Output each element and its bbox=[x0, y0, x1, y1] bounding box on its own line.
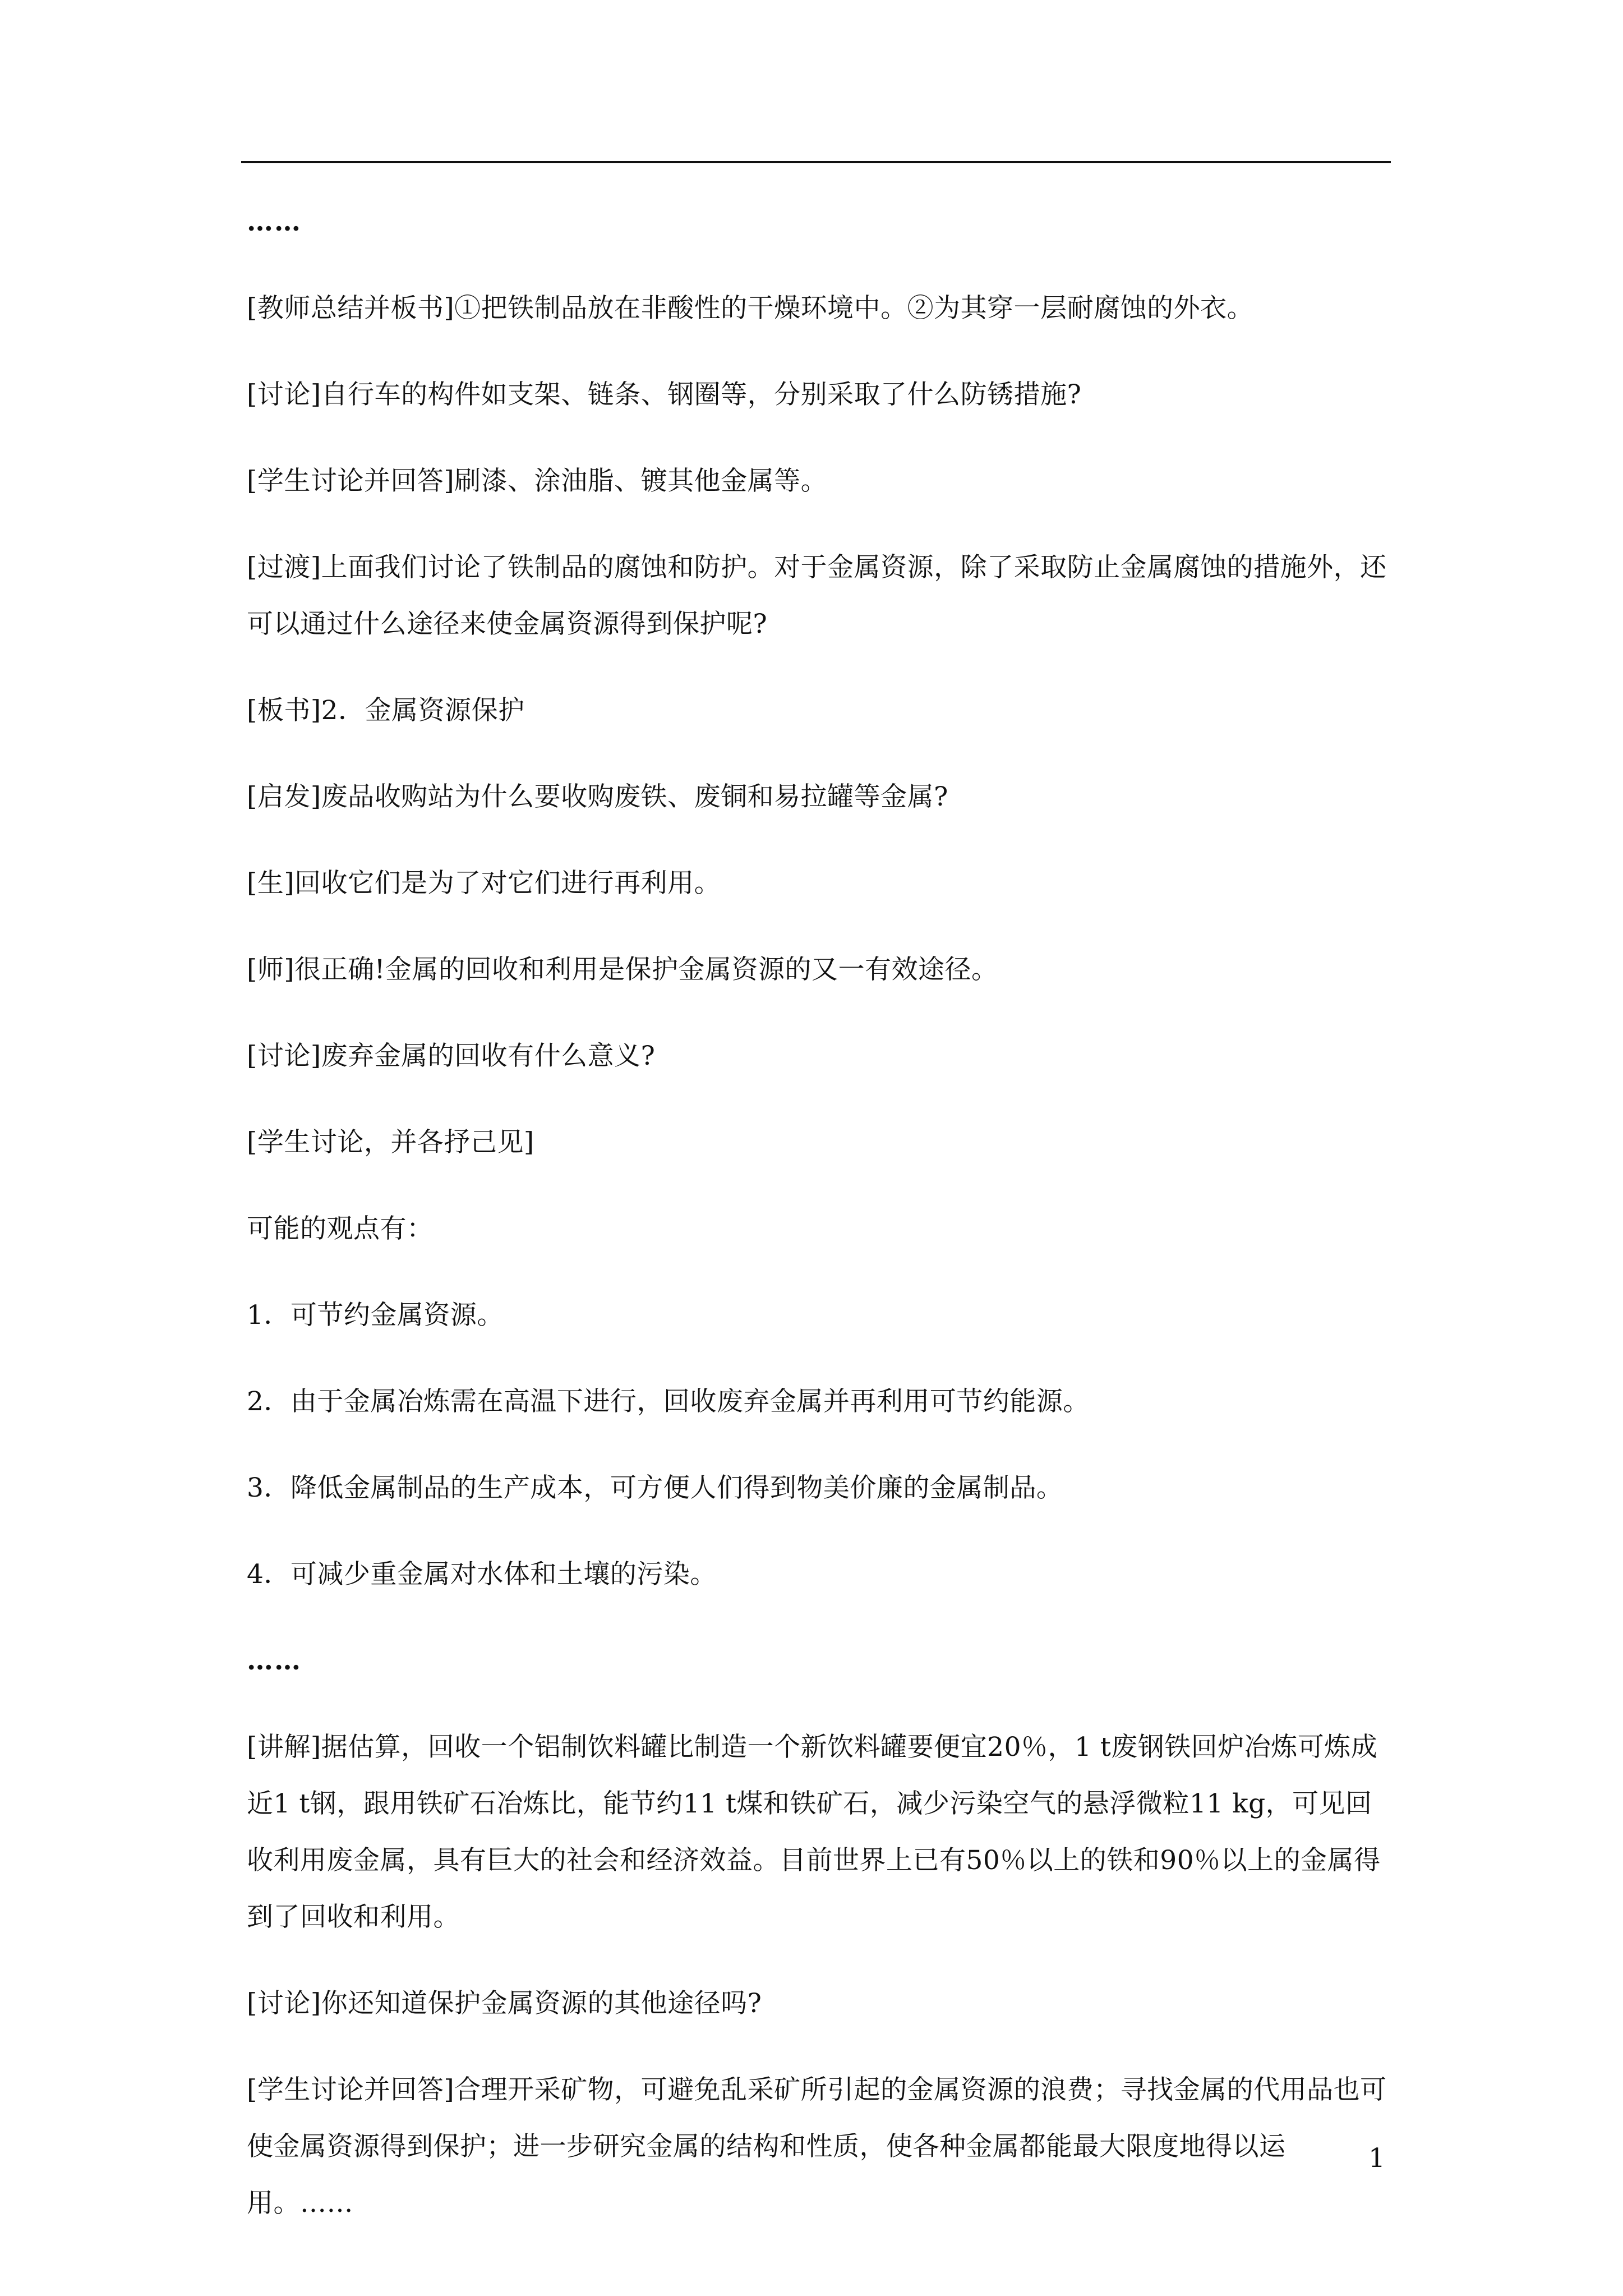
text-paragraph: [讨论]废弃金属的回收有什么意义? bbox=[247, 1041, 656, 1071]
text-paragraph: 3．降低金属制品的生产成本，可方便人们得到物美价廉的金属制品。 bbox=[247, 1473, 1063, 1503]
text-paragraph: 2．由于金属冶炼需在高温下进行，回收废弃金属并再利用可节约能源。 bbox=[247, 1386, 1090, 1417]
text-paragraph: [讨论]你还知道保护金属资源的其他途径吗? bbox=[247, 1988, 762, 2019]
text-paragraph: 1．可节约金属资源。 bbox=[247, 1300, 504, 1331]
document-body bbox=[247, 194, 1391, 2261]
ellipsis-paragraph: …… bbox=[247, 206, 302, 237]
text-paragraph: [板书]2．金属资源保护 bbox=[247, 695, 525, 726]
text-paragraph: [生]回收它们是为了对它们进行再利用。 bbox=[247, 868, 721, 899]
text-paragraph: [讨论]自行车的构件如支架、链条、钢圈等，分别采取了什么防锈措施? bbox=[247, 379, 1082, 410]
text-paragraph: [学生讨论并回答]刷漆、涂油脂、镀其他金属等。 bbox=[247, 466, 828, 496]
text-paragraph: 可能的观点有： bbox=[247, 1213, 434, 1244]
text-paragraph: [启发]废品收购站为什么要收购废铁、废铜和易拉罐等金属? bbox=[247, 781, 948, 812]
text-paragraph: [师]很正确!金属的回收和利用是保护金属资源的又一有效途径。 bbox=[247, 954, 998, 985]
ellipsis-paragraph: …… bbox=[247, 1645, 302, 1676]
text-paragraph: [学生讨论，并各抒己见] bbox=[247, 1127, 534, 1158]
text-paragraph: [过渡]上面我们讨论了铁制品的腐蚀和防护。对于金属资源，除了采取防止金属腐蚀的措施外，还可以通过什么途径来使金属资源得到保护呢? bbox=[247, 552, 1387, 639]
text-paragraph: [学生讨论并回答]合理开采矿物，可避免乱采矿所引起的金属资源的浪费；寻找金属的代用品也可使金属资源得到保护；进一步研究金属的结构和性质，使各种金属都能最大限度地得以运用。…… bbox=[247, 2074, 1387, 2219]
text-paragraph: [教师总结并板书]①把铁制品放在非酸性的干燥环境中。②为其穿一层耐腐蚀的外衣。 bbox=[247, 293, 1254, 324]
text-paragraph: [讲解]据估算，回收一个铝制饮料罐比制造一个新饮料罐要便宜20％，1 t废钢铁回炉冶炼可炼成近1 t钢，跟用铁矿石冶炼比，能节约11 t煤和铁矿石，减少污染空气的悬浮微粒11 kg，可见回收利用废金属，具有巨大的社会和经济效益。目前世界上已有50％以上的铁和90％以上的金属得到了回收和利用。 bbox=[247, 1732, 1381, 1932]
header-rule bbox=[241, 161, 1391, 163]
page-number: 1 bbox=[1368, 2143, 1385, 2174]
text-paragraph: 4．可减少重金属对水体和土壤的污染。 bbox=[247, 1559, 717, 1590]
